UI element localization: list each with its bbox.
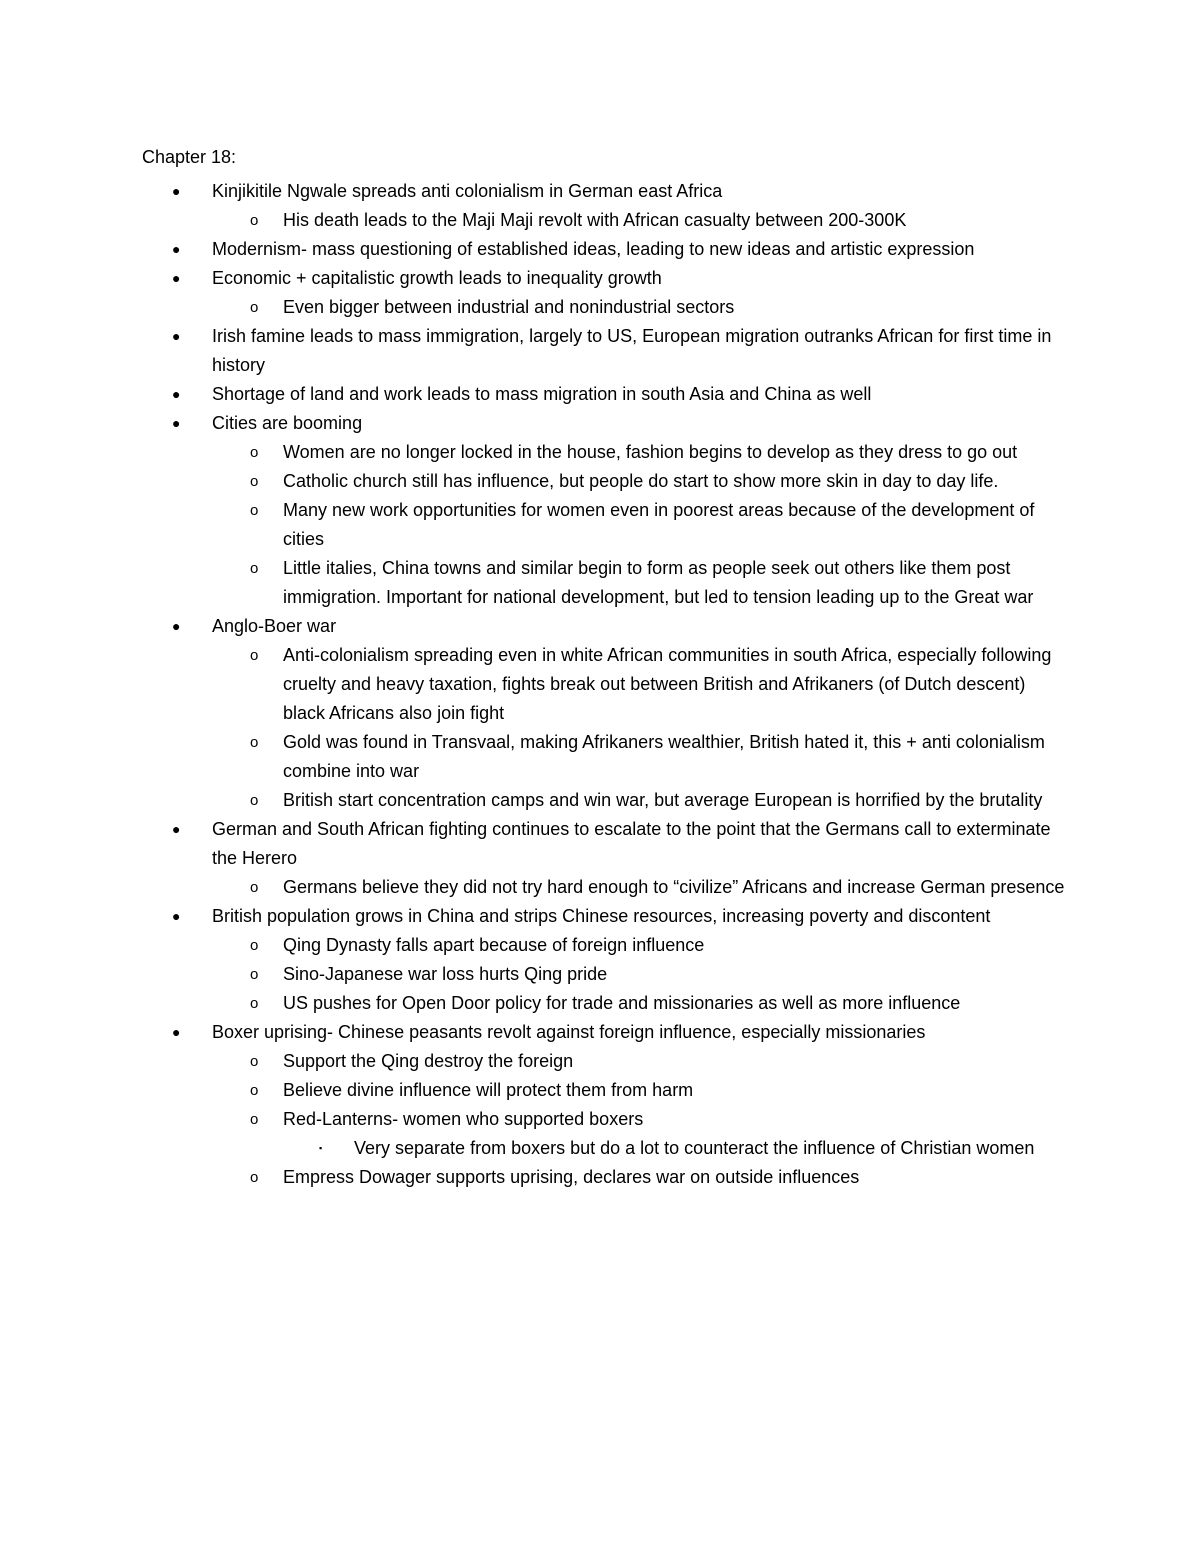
list-item [142, 380, 1072, 409]
disc-bullet-icon: ● [172, 618, 181, 634]
list-item [212, 496, 1072, 554]
circle-bullet-icon: o [250, 1169, 259, 1186]
disc-bullet-icon: ● [172, 386, 181, 402]
list-item [283, 1134, 1072, 1163]
list-item [212, 438, 1072, 467]
sub-list [212, 641, 1072, 815]
list-item [212, 931, 1072, 960]
circle-bullet-icon: o [250, 1053, 259, 1070]
list-item [212, 467, 1072, 496]
list-item [212, 1163, 1072, 1192]
sub-list [212, 931, 1072, 1018]
circle-bullet-icon: o [250, 212, 259, 229]
list-item-text: Many new work opportunities for women even in poorest areas because of the development of cities [283, 500, 1035, 549]
list-item [212, 873, 1072, 902]
list-item-text: Empress Dowager supports uprising, declares war on outside influences [283, 1167, 860, 1187]
circle-bullet-icon: o [250, 792, 259, 809]
sub-list [212, 1047, 1072, 1192]
circle-bullet-icon: o [250, 299, 259, 316]
disc-bullet-icon: ● [172, 908, 181, 924]
list-item [212, 206, 1072, 235]
square-bullet-icon: ▪ [319, 1143, 323, 1153]
list-item-text: Red-Lanterns- women who supported boxers [283, 1109, 644, 1129]
list-item [142, 409, 1072, 612]
list-item-text: Even bigger between industrial and nonindustrial sectors [283, 297, 735, 317]
list-item-text: German and South African fighting continues to escalate to the point that the Germans call to exterminate the Herero [212, 819, 1051, 868]
list-item-text: Shortage of land and work leads to mass migration in south Asia and China as well [212, 384, 872, 404]
list-item-text: Sino-Japanese war loss hurts Qing pride [283, 964, 608, 984]
list-item-text: US pushes for Open Door policy for trade and missionaries as well as more influence [283, 993, 961, 1013]
list-item-text: Economic + capitalistic growth leads to inequality growth [212, 268, 662, 288]
list-item-text: His death leads to the Maji Maji revolt with African casualty between 200-300K [283, 210, 907, 230]
list-item [142, 322, 1072, 380]
list-item [212, 989, 1072, 1018]
list-item-text: Cities are booming [212, 413, 363, 433]
circle-bullet-icon: o [250, 879, 259, 896]
list-item-text: Modernism- mass questioning of established ideas, leading to new ideas and artistic expression [212, 239, 975, 259]
circle-bullet-icon: o [250, 502, 259, 519]
circle-bullet-icon: o [250, 560, 259, 577]
list-item-text: British population grows in China and strips Chinese resources, increasing poverty and discontent [212, 906, 991, 926]
sub-list [283, 1134, 1072, 1163]
circle-bullet-icon: o [250, 966, 259, 983]
circle-bullet-icon: o [250, 647, 259, 664]
list-item [142, 1018, 1072, 1192]
disc-bullet-icon: ● [172, 183, 181, 199]
list-item-text: Believe divine influence will protect them from harm [283, 1080, 694, 1100]
list-item-text: Women are no longer locked in the house, fashion begins to develop as they dress to go out [283, 442, 1018, 462]
list-item [212, 960, 1072, 989]
list-item [142, 235, 1072, 264]
list-item [142, 902, 1072, 1018]
sub-list [212, 873, 1072, 902]
list-item [142, 815, 1072, 902]
list-item-text: Qing Dynasty falls apart because of foreign influence [283, 935, 705, 955]
list-item-text: Anti-colonialism spreading even in white African communities in south Africa, especially following cruelty and heavy taxation, fights break out between British and Afrikaners (of Dutch descent) black Africans also join fight [283, 645, 1052, 723]
circle-bullet-icon: o [250, 444, 259, 461]
list-item-text: Anglo-Boer war [212, 616, 337, 636]
disc-bullet-icon: ● [172, 241, 181, 257]
list-item [142, 264, 1072, 322]
sub-list [212, 293, 1072, 322]
list-item [212, 728, 1072, 786]
list-item-text: Irish famine leads to mass immigration, largely to US, European migration outranks African for first time in history [212, 326, 1052, 375]
list-item-text: Support the Qing destroy the foreign [283, 1051, 574, 1071]
list-item-text: Very separate from boxers but do a lot to counteract the influence of Christian women [354, 1138, 1035, 1158]
circle-bullet-icon: o [250, 1111, 259, 1128]
circle-bullet-icon: o [250, 1082, 259, 1099]
list-item [142, 177, 1072, 235]
sub-list [212, 206, 1072, 235]
circle-bullet-icon: o [250, 473, 259, 490]
list-item-text: Little italies, China towns and similar begin to form as people seek out others like them post immigration. Important for national development, but led to tension leading up to the Great war [283, 558, 1034, 607]
list-item [212, 554, 1072, 612]
list-item-text: Catholic church still has influence, but people do start to show more skin in day to day life. [283, 471, 999, 491]
document-body [142, 143, 1072, 1192]
chapter-title: Chapter 18: [142, 147, 237, 167]
disc-bullet-icon: ● [172, 821, 181, 837]
bullet-list [142, 177, 1072, 1192]
list-item-text: British start concentration camps and win war, but average European is horrified by the brutality [283, 790, 1043, 810]
list-item [212, 293, 1072, 322]
list-item [212, 641, 1072, 728]
circle-bullet-icon: o [250, 734, 259, 751]
disc-bullet-icon: ● [172, 328, 181, 344]
list-item [212, 1105, 1072, 1163]
list-item-text: Gold was found in Transvaal, making Afrikaners wealthier, British hated it, this + anti colonialism combine into war [283, 732, 1045, 781]
disc-bullet-icon: ● [172, 415, 181, 431]
disc-bullet-icon: ● [172, 1024, 181, 1040]
list-item [212, 1076, 1072, 1105]
list-item-text: Boxer uprising- Chinese peasants revolt against foreign influence, especially missionaries [212, 1022, 926, 1042]
disc-bullet-icon: ● [172, 270, 181, 286]
list-item [212, 1047, 1072, 1076]
list-item [142, 612, 1072, 815]
list-item-text: Germans believe they did not try hard enough to “civilize” Africans and increase German presence [283, 877, 1065, 897]
sub-list [212, 438, 1072, 612]
circle-bullet-icon: o [250, 937, 259, 954]
circle-bullet-icon: o [250, 995, 259, 1012]
list-item-text: Kinjikitile Ngwale spreads anti colonialism in German east Africa [212, 181, 723, 201]
list-item [212, 786, 1072, 815]
